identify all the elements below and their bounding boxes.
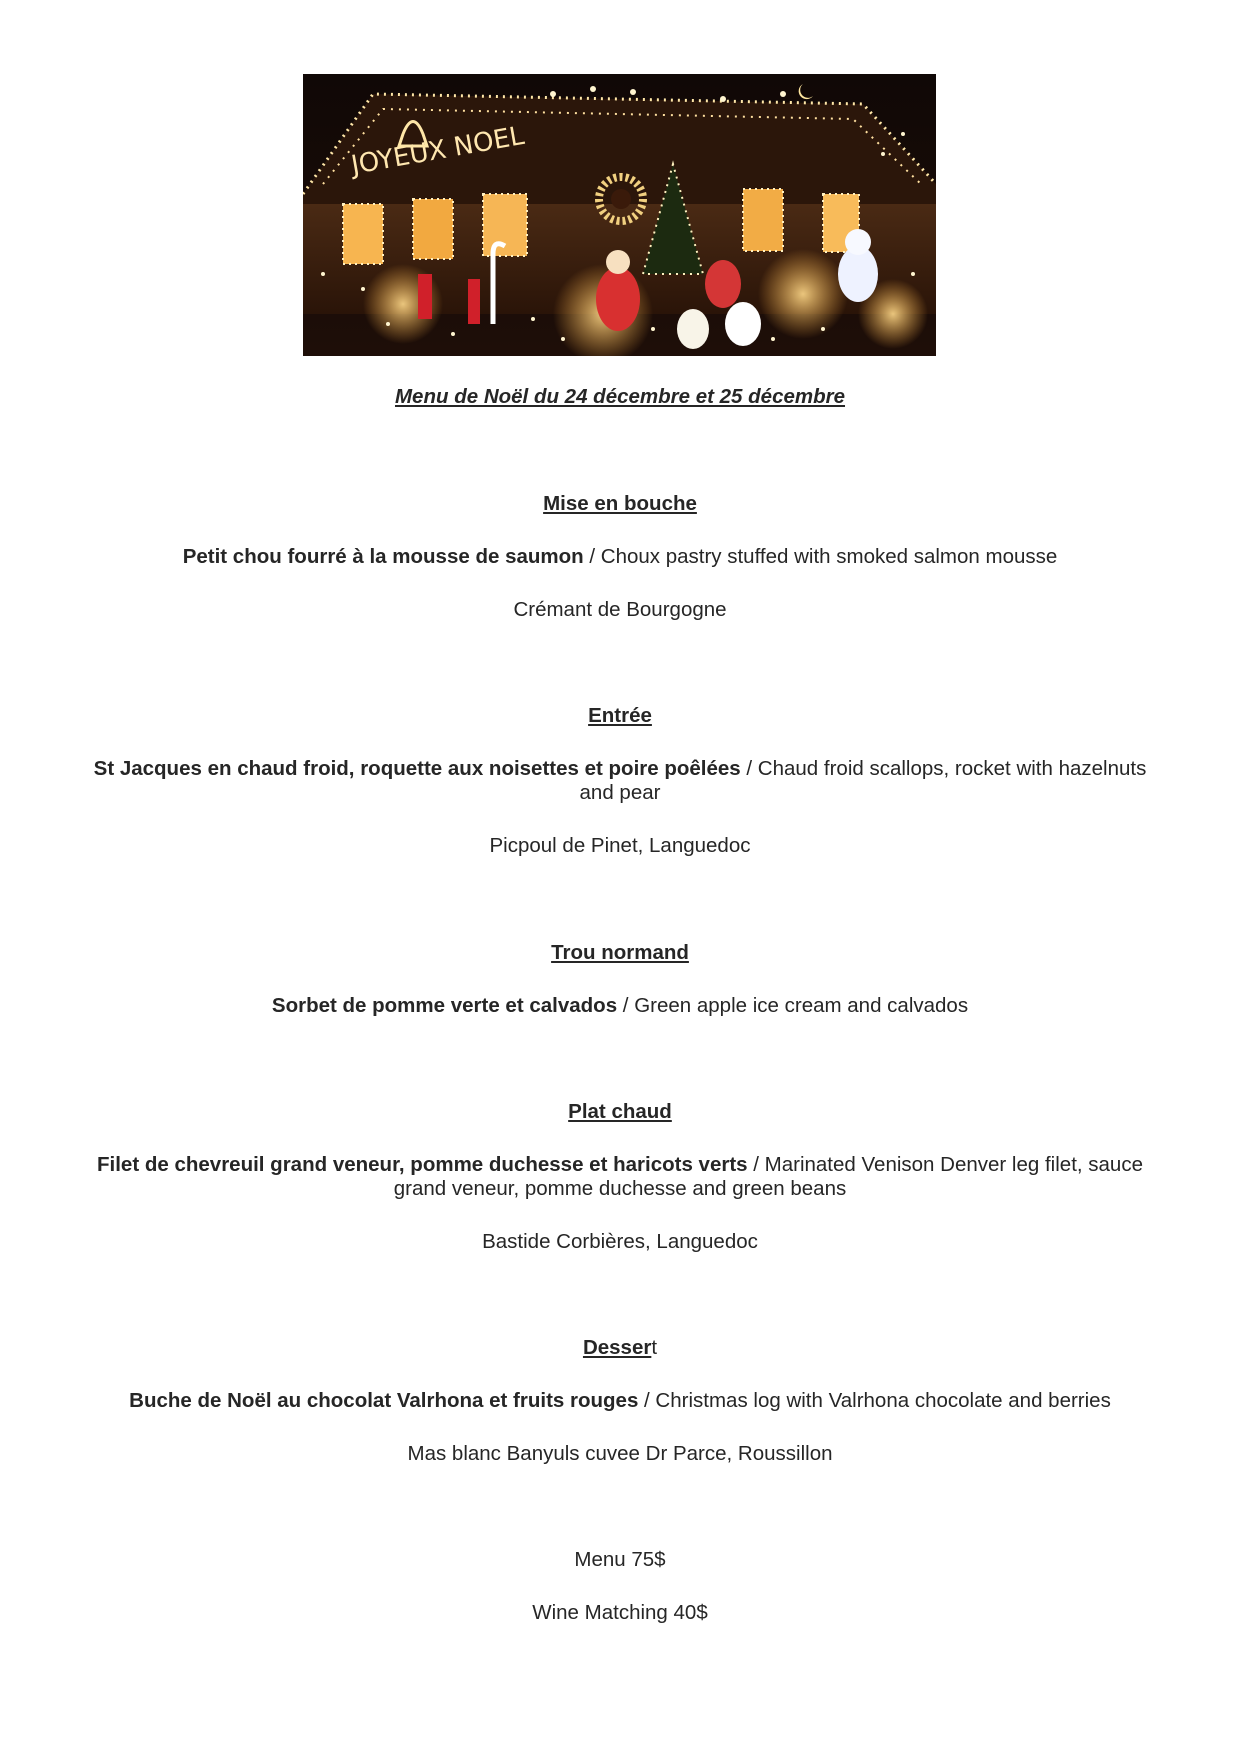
section-heading-mise-en-bouche: Mise en bouche: [543, 492, 697, 515]
wine-pairing: Picpoul de Pinet, Languedoc: [489, 834, 751, 857]
section-heading-dessert-main: Desser: [582, 1336, 652, 1359]
section-heading-dessert: [60, 1336, 1180, 1360]
dish-name-fr: Petit chou fourré à la mousse de saumon: [182, 545, 584, 568]
dish-name-fr: Buche de Noël au chocolat Valrhona et fruits rouges: [129, 1389, 639, 1412]
section-heading-entree: Entrée: [588, 704, 652, 727]
menu-price: Menu 75$: [574, 1548, 666, 1571]
dish-dessert: [60, 1389, 1180, 1413]
menu-title: Menu de Noël du 24 décembre et 25 décembre: [394, 385, 846, 408]
wine-pairing: Crémant de Bourgogne: [513, 598, 727, 621]
joyeux-noel-sign: JOYEUX NOEL: [349, 120, 527, 181]
dish-entree: [78, 757, 1162, 805]
dish-mise-en-bouche: [60, 545, 1180, 569]
wine-matching-price: Wine Matching 40$: [532, 1601, 708, 1624]
dish-name-en: / Chaud froid scallops, rocket with hazelnuts and pear: [579, 757, 1147, 804]
dish-trou-normand: [60, 994, 1180, 1018]
section-heading-dessert-tail: t: [651, 1336, 658, 1359]
dish-name-en: / Christmas log with Valrhona chocolate and berries: [638, 1389, 1111, 1412]
dish-name-fr: Filet de chevreuil grand veneur, pomme duchesse et haricots verts: [97, 1153, 748, 1176]
dish-name-en: / Marinated Venison Denver leg filet, sauce grand veneur, pomme duchesse and green beans: [393, 1153, 1143, 1200]
dish-name-en: / Choux pastry stuffed with smoked salmon mousse: [583, 545, 1058, 568]
christmas-lights-house-photo: [303, 74, 936, 356]
wine-pairing: Mas blanc Banyuls cuvee Dr Parce, Roussillon: [407, 1442, 833, 1465]
section-heading-plat-chaud: Plat chaud: [568, 1100, 672, 1123]
section-heading-trou-normand: Trou normand: [551, 941, 689, 964]
dish-name-fr: Sorbet de pomme verte et calvados: [271, 994, 618, 1017]
dish-plat-chaud: [78, 1153, 1162, 1201]
wine-pairing: Bastide Corbières, Languedoc: [482, 1230, 758, 1253]
dish-name-en: / Green apple ice cream and calvados: [617, 994, 969, 1017]
dish-name-fr: St Jacques en chaud froid, roquette aux noisettes et poire poêlées: [93, 757, 741, 780]
